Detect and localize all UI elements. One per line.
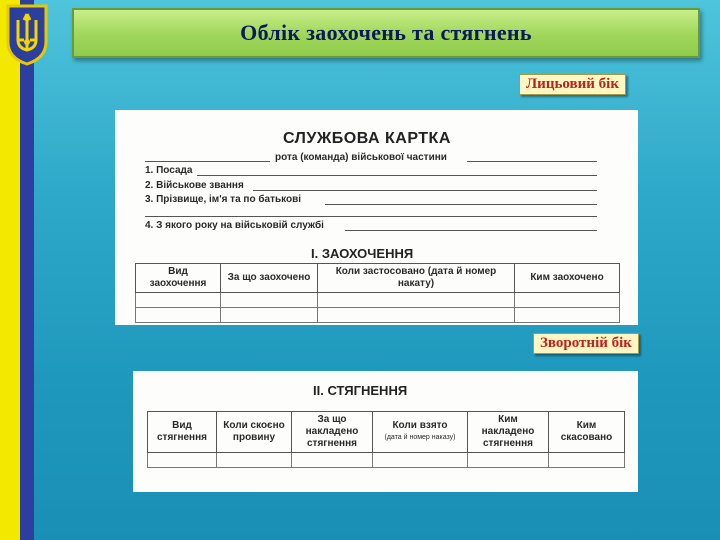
- service-card-front: [115, 110, 638, 325]
- slide-title: Облік заохочень та стягнень: [240, 20, 532, 45]
- col-offense-date: Коли скоєно провину: [217, 412, 292, 453]
- section-rewards-title: І. ЗАОХОЧЕННЯ: [311, 246, 414, 261]
- col-penalty-reason: За що накладено стягнення: [292, 412, 373, 453]
- field-full-name-line: [325, 204, 597, 205]
- field-service-year-line: [345, 230, 597, 231]
- section-penalties-title: ІІ. СТЯГНЕННЯ: [313, 383, 408, 398]
- trident-emblem-icon: [4, 2, 50, 66]
- card-heading: СЛУЖБОВА КАРТКА: [283, 130, 451, 147]
- field-position: 1. Посада: [145, 165, 193, 176]
- col-reward-type: Вид заохочення: [136, 264, 221, 293]
- back-side-label: Зворотній бік: [533, 333, 639, 354]
- field-rank: 2. Військове звання: [145, 180, 244, 191]
- col-penalty-type: Вид стягнення: [148, 412, 217, 453]
- slide-title-bar: [72, 8, 700, 58]
- col-penalty-cancelled: Ким скасовано: [549, 412, 625, 453]
- col-penalty-taken: [373, 412, 468, 453]
- field-extra-line: [145, 216, 597, 217]
- table-row: [136, 293, 620, 308]
- table-row: [136, 308, 620, 323]
- unit-number-line: [467, 161, 597, 162]
- front-side-label: Лицьовий бік: [519, 74, 626, 95]
- col-reward-date: Коли застосовано (дата й номер накату): [318, 264, 515, 293]
- unit-blank-line: [145, 161, 270, 162]
- penalties-table: [147, 411, 625, 468]
- table-row: [148, 453, 625, 468]
- field-service-year: 4. З якого року на військовій службі: [145, 220, 324, 231]
- col-reward-by: Ким заохочено: [515, 264, 620, 293]
- rewards-header-row: [136, 264, 620, 293]
- unit-line: рота (команда) військової частини: [275, 152, 447, 163]
- col-reward-reason: За що заохочено: [221, 264, 318, 293]
- col-penalty-by: Ким накладено стягнення: [468, 412, 549, 453]
- service-card-back: [133, 371, 638, 492]
- left-blue-stripe: [20, 0, 34, 540]
- col-penalty-taken-label: Коли взято: [392, 420, 448, 431]
- field-full-name: 3. Прізвище, ім'я та по батькові: [145, 194, 302, 205]
- col-penalty-taken-note: (дата й номер наказу): [384, 434, 456, 441]
- rewards-table: [135, 263, 620, 323]
- penalties-header-row: [148, 412, 625, 453]
- field-position-line: [197, 175, 597, 176]
- field-rank-line: [253, 190, 597, 191]
- left-yellow-stripe: [0, 0, 20, 540]
